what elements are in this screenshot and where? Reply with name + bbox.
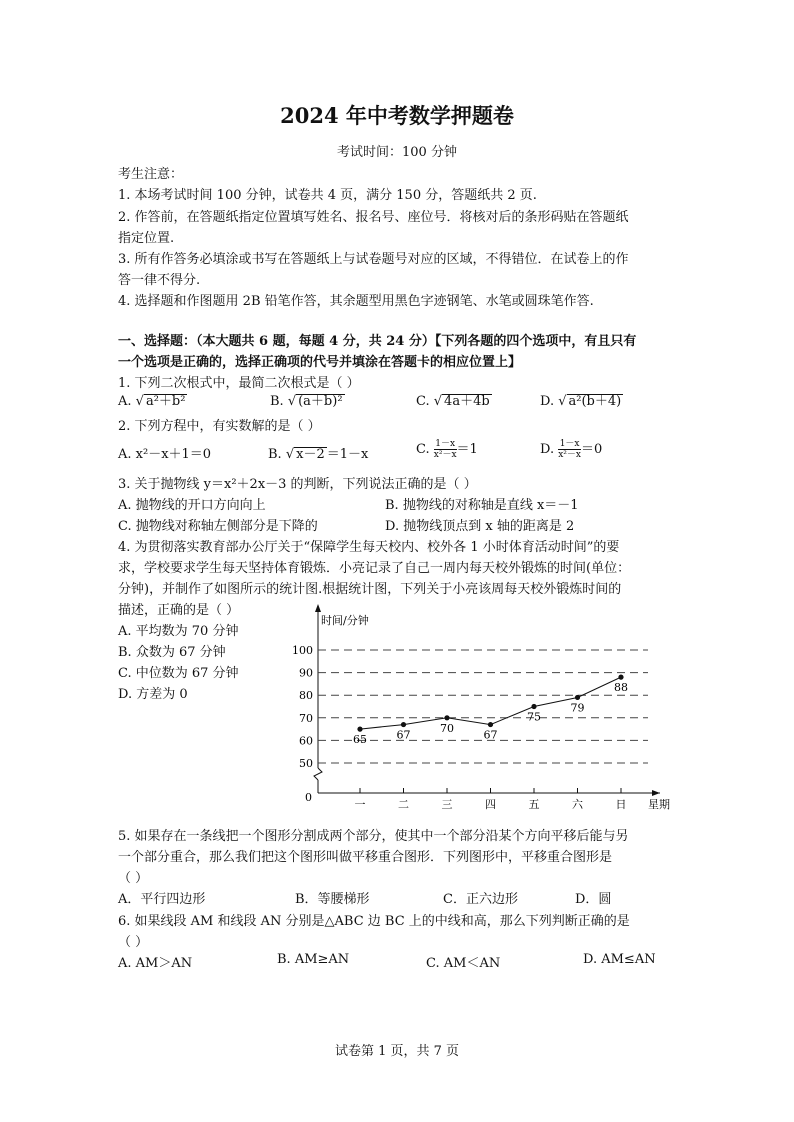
q6-line-2: （ ） (118, 935, 149, 950)
q2-c-den: x²－x (433, 450, 457, 460)
notice-line-3: 指定位置. (118, 231, 175, 246)
q2-c-fraction (434, 439, 457, 460)
x-tick-label: 四 (485, 798, 496, 810)
data-point (575, 695, 580, 700)
q1-option-d: D. √ a²(b＋4) (540, 394, 622, 409)
notice-line-2: 2. 作答前，在答题纸指定位置填写姓名、报名号、座位号．将核对后的条形码贴在答题纸 (118, 210, 629, 225)
q1-stem: 1. 下列二次根式中，最简二次根式是（ ） (118, 376, 360, 391)
q1-option-b: B. √ (a＋b)² (270, 394, 343, 409)
x-tick-label: 一 (354, 798, 366, 810)
origin-label: 0 (305, 791, 312, 804)
x-tick-label: 日 (615, 798, 627, 810)
data-point (488, 722, 493, 727)
q1-c-label: C. (416, 394, 430, 409)
q2-d-fraction (558, 439, 581, 460)
q1-c-expr: 4a＋4b (444, 394, 490, 409)
q2-c-label: C. (416, 442, 430, 457)
q2-option-b: B. √ x－2 ＝1－x (268, 447, 369, 462)
notice-heading: 考生注意： (118, 167, 184, 182)
q4-option-b: B. 众数为 67 分钟 (118, 645, 226, 660)
q5-option-d: D．圆 (575, 892, 612, 907)
data-label: 70 (440, 721, 454, 735)
q5-line-2: 一个部分重合，那么我们把这个图形叫做平移重合图形．下列图形中，平移重合图形是 (118, 850, 613, 865)
data-point (618, 675, 623, 680)
q2-d-tail: ＝0 (581, 442, 603, 457)
x-tick-label: 三 (441, 798, 453, 810)
q3-option-a: A. 抛物线的开口方向向上 (118, 498, 266, 513)
q2-option-d (540, 438, 602, 460)
notice-line-5: 答一律不得分. (118, 273, 201, 288)
page-footer: 试卷第 1 页，共 7 页 (334, 1044, 460, 1059)
data-point (531, 704, 536, 709)
q6-option-a: A. AM＞AN (118, 956, 193, 971)
notice-line-6: 4. 选择题和作图题用 2B 铅笔作答，其余题型用黑色字迹钢笔、水笔或圆珠笔作答. (118, 294, 594, 309)
q2-c-tail: ＝1 (456, 442, 478, 457)
q4-option-d: D. 方差为 0 (118, 687, 188, 702)
y-axis-break (314, 768, 322, 780)
x-axis-label: 星期 (648, 798, 670, 810)
q2-b-expr: x－2 (296, 447, 325, 462)
y-tick-label: 60 (299, 734, 313, 748)
data-label: 79 (570, 701, 585, 715)
q5-option-c: C．正六边形 (443, 892, 518, 907)
exercise-time-line-chart (290, 600, 690, 810)
q1-b-expr: (a＋b)² (298, 394, 343, 409)
q4-line-1: 4. 为贯彻落实教育部办公厅关于“保障学生每天校内、校外各 1 小时体育活动时间”的要 (118, 540, 620, 555)
y-tick-label: 80 (299, 689, 313, 703)
notice-line-4: 3. 所有作答务必填涂或书写在答题纸上与试卷题号对应的区域，不得错位．在试卷上的作 (118, 252, 629, 267)
data-label: 75 (527, 710, 541, 724)
q2-c-num: 1－x (435, 439, 456, 449)
q3-option-b: B. 抛物线的对称轴是直线 x＝－1 (385, 498, 579, 513)
q5-option-b: B．等腰梯形 (295, 892, 370, 907)
q2-b-tail: ＝1－x (326, 447, 369, 462)
q6-option-c: C. AM＜AN (426, 956, 501, 971)
y-tick-label: 70 (299, 711, 313, 725)
data-label: 88 (614, 681, 628, 695)
section-heading-line2: 一个选项是正确的，选择正确项的代号并填涂在答题卡的相应位置上】 (118, 355, 522, 370)
q4-line-4: 描述，正确的是（ ） (118, 603, 240, 618)
data-label: 65 (353, 733, 367, 747)
q4-line-3: 分钟)，并制作了如图所示的统计图.根据统计图，下列关于小亮该周每天校外锻炼时间的 (118, 582, 622, 597)
q5-option-a: A．平行四边形 (118, 892, 206, 907)
notice-line-1: 1. 本场考试时间 100 分钟，试卷共 4 页，满分 150 分，答题纸共 2 页. (118, 188, 537, 203)
section-heading-line1: 一、选择题：（本大题共 6 题，每题 4 分，共 24 分）【下列各题的四个选项中，有且只有 (118, 334, 637, 349)
exam-time: 考试时间：100 分钟 (337, 145, 457, 160)
x-tick-label: 六 (572, 798, 583, 810)
data-label: 67 (396, 728, 411, 742)
x-tick-label: 二 (398, 798, 409, 810)
q2-d-label: D. (540, 442, 555, 457)
y-tick-label: 50 (299, 757, 313, 770)
y-tick-label: 100 (292, 644, 313, 657)
q2-d-num: 1－x (559, 439, 580, 449)
q3-stem: 3. 关于抛物线 y＝x²＋2x－3 的判断，下列说法正确的是（ ） (118, 477, 477, 492)
q1-a-label: A. (118, 394, 132, 409)
q1-option-a: A. √ a²＋b² (118, 394, 186, 409)
x-axis-arrow (652, 790, 660, 796)
data-label: 67 (483, 728, 498, 742)
q3-option-d: D. 抛物线顶点到 x 轴的距离是 2 (385, 519, 575, 534)
y-axis-label: 时间/分钟 (321, 614, 369, 627)
q4-option-a: A. 平均数为 70 分钟 (118, 624, 239, 639)
q6-option-d: D. AM≤AN (583, 952, 656, 967)
q4-option-c: C. 中位数为 67 分钟 (118, 666, 239, 681)
q1-a-expr: a²＋b² (145, 394, 186, 409)
q5-line-1: 5. 如果存在一条线把一个图形分割成两个部分，使其中一个部分沿某个方向平移后能与另 (118, 829, 629, 844)
q1-option-c: C. √ 4a＋4b (416, 394, 490, 409)
q1-b-label: B. (270, 394, 284, 409)
q1-d-label: D. (540, 394, 555, 409)
q2-option-c (416, 438, 478, 460)
q5-line-3: （ ） (118, 871, 149, 886)
q1-d-expr: a²(b＋4) (568, 394, 622, 409)
exam-title: 2024 年中考数学押题卷 (280, 103, 514, 128)
q6-line-1: 6. 如果线段 AM 和线段 AN 分别是△ABC 边 BC 上的中线和高，那么下列判断正确的是 (118, 914, 630, 929)
q2-d-den: x²－x (558, 450, 581, 460)
data-point (444, 715, 449, 720)
q2-b-label: B. (268, 447, 282, 462)
q3-option-c: C. 抛物线对称轴左侧部分是下降的 (118, 519, 318, 534)
data-point (357, 727, 362, 732)
q2-option-a: A. x²－x＋1＝0 (118, 447, 212, 462)
q4-line-2: 求，学校要求学生每天坚持体育锻炼．小亮记录了自己一周内每天校外锻炼的时间(单位： (118, 561, 631, 576)
q6-option-b: B. AM≥AN (277, 952, 350, 967)
y-tick-label: 90 (299, 666, 313, 680)
y-axis-arrow (315, 604, 321, 612)
q2-stem: 2. 下列方程中，有实数解的是（ ） (118, 419, 321, 434)
data-point (401, 722, 406, 727)
x-tick-label: 五 (528, 798, 540, 810)
